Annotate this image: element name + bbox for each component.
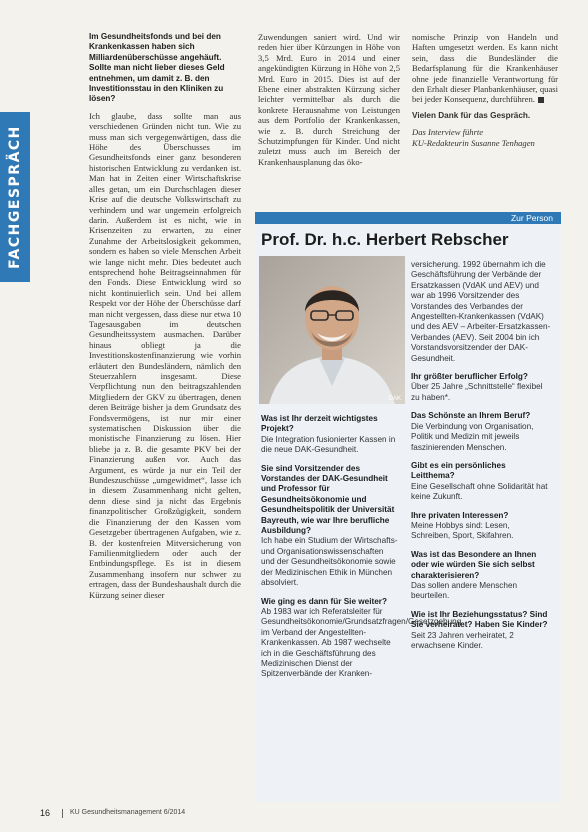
profile-question: Das Schönste an Ihrem Beruf?: [411, 411, 531, 421]
profile-question: Ihre privaten Interessen?: [411, 510, 509, 520]
closing-thanks: Vielen Dank für das Gespräch.: [412, 110, 531, 120]
profile-question: Was ist das Besondere an Ihnen oder wie würden Sie sich selbst charakterisieren?: [411, 549, 537, 580]
profile-question: Sie sind Vorsitzender des Vorstandes der DAK-Gesundheit und Professor für Gesundheitsökonomie und Gesundheitspolitik der Universität Bayreuth, wie war Ihre berufliche Ausbildung?: [261, 463, 395, 536]
profile-question: Gibt es ein persönliches Leitthema?: [411, 460, 506, 481]
profile-answer: Das sollen andere Menschen beurteilen.: [411, 580, 518, 601]
profile-answer: Meine Hobbys sind: Lesen, Schreiben, Sport, Skifahren.: [411, 520, 514, 541]
interview-question: Im Gesundheitsfonds und bei den Krankenkassen haben sich Milliardenüberschüsse angehäuft. Sollte man nicht lieber dieses Geld entnehmen, um damit z. B. den Investitionsstau in den Kliniken zu lösen?: [89, 32, 225, 104]
portrait-illustration: [259, 256, 405, 404]
profile-answer: Ab 1983 war ich Referatsleiter für Gesundheitsökonomie/Grundsatzfragen/Gesetzgebung im Verband der Angestellten-Krankenkassen. Ab 1987 wechselte ich in die Geschäftsführung des Medizinischen Dienst der Spitzenverbände der Kranken-: [261, 606, 462, 679]
portrait-photo: [259, 256, 405, 404]
article-column-3: [412, 32, 558, 148]
interviewer-credit-line-1: Das Interview führte: [412, 127, 484, 138]
profile-bio-continued: versicherung. 1992 übernahm ich die Geschäftsführung der Verbände der Ersatzkassen (VdAK und AEV) und war ab 1996 Vorsitzender des Vorstandes des Verbandes der Angestellten-Krankenkassen (VdAK) und des AEV – Arbeiter-Ersatzkassen-Verbandes (AEV). Seit 2004 bin ich Vorstandsvorsitzender der DAK-Gesundheit.: [411, 260, 551, 363]
profile-question: Ihr größter beruflicher Erfolg?: [411, 372, 528, 382]
end-mark-icon: [538, 97, 544, 103]
footer-divider: [62, 809, 63, 818]
section-tab: [0, 112, 30, 282]
profile-question: Was ist Ihr derzeit wichtigstes Projekt?: [261, 414, 378, 434]
page-footer: [40, 808, 560, 822]
page-number: 16: [40, 808, 51, 818]
article-column-2: [258, 32, 400, 173]
profile-answer: Die Integration fusionierter Kassen in die neue DAK-Gesundheit.: [261, 434, 396, 455]
profile-answer: Seit 23 Jahren verheiratet, 2 erwachsene Kinder.: [411, 630, 514, 650]
article-column-1: [89, 32, 241, 606]
profile-question: Wie ist Ihr Beziehungsstatus? Sind Sie verheiratet? Haben Sie Kinder?: [411, 609, 548, 630]
profile-name: Prof. Dr. h.c. Herbert Rebscher: [261, 230, 509, 249]
photo-credit: DAK: [388, 396, 401, 402]
profile-box-label: Zur Person: [510, 213, 553, 223]
profile-answer: Eine Gesellschaft ohne Solidarität hat keine Zukunft.: [411, 481, 548, 502]
section-tab-label: FACHGESPRÄCH: [7, 125, 23, 269]
profile-answer: Die Verbindung von Organisation, Politik und Medizin mit jeweils faszinierenden Menschen.: [411, 421, 534, 452]
profile-box-header: [255, 212, 561, 224]
profile-question: Wie ging es dann für Sie weiter?: [261, 596, 387, 606]
answer-text: nomische Prinzip von Handeln und Haften umgesetzt werden. Es kann nicht sein, dass die Bundesländer die Bedarfsplanung für die Krankenhäuser ohne jede finanzielle Verantwortung für den Erhalt dieser Planbankenhäuser, quasi bei jeder Konsequenz, durchführen.: [412, 32, 558, 105]
profile-answer: Ich habe ein Studium der Wirtschafts- und Organisationswissenschaften und der Gesundheitsökonomie sowie der Medizinischen Ethik in München absolviert.: [261, 536, 398, 588]
page-sidebar: [0, 0, 32, 832]
publication-name: KU Gesundheitsmanagement 6/2014: [70, 809, 186, 816]
profile-answer: Über 25 Jahre „Schnittstelle“ flexibel zu haben*.: [411, 382, 543, 402]
interview-answer-continued: Zuwendungen saniert wird. Und wir reden hier über Kürzungen in Höhe von 3,5 Mrd. Euro in 2014 und einer angekündigten Kürzung in Höhe von 2,5 Mrd. Euro in 2015. Dies ist auf der Ebene einer abstrakten Kürzung sicher leichter vermittelbar als durch die konkrete Herausnahme von Leistungen aus dem Portfolio der Krankenkassen, wie z. B. durch Streichung der Schutzimpfungen für Kinder. Und nicht zuletzt muss auch im Bereich der Krankenhausplanung das öko-: [258, 32, 400, 167]
interview-answer: Ich glaube, dass sollte man aus verschiedenen Gründen nicht tun. Wie zu muss man sich vergegenwärtigen, dass die Höhe des Überschusses im Gesundheitsfonds einer ganz besonderen historischen Entwicklung zu verdanken ist. Man hat in Zeiten einer Wirtschaftskrise alles getan, um ein Durchschlagen dieser Krise auf die deutsche Volkswirtschaft zu verhindern und war ungemein erfolgreich darin. Außerdem ist es nicht, wie in Krisenzeiten zu erwarten, zu einer Zunahme der Arbeitslosigkeit gekommen, sondern es haben so viele Menschen Arbeit wie lange nicht mehr. Dies bedeutet auch entsprechend hohe Beitragseinnahmen für den Fonds. Diese Entwicklung wird so nicht kontinuierlich sein. Und bei allem Respekt vor der Höhe der Überschüsse darf man nicht vergessen, dass diese nur etwa 10 Tagesausgaben im deutschen Gesundheitssystem ausmachen. Darüber hinaus obliegt ja die Investitionskostenfinanzierung wie vorhin erläutert den Bundesländern, nämlich den Steuerzahlern insgesamt. Diese Verpflichtung nun den beitragszahlenden Mitgliedern der GKV zu übertragen, denen deren Beiträge bisher ja dem Grundsatz des Fondsvermögens, ist nur mir einer systematischen Diskussion über die monistische Finanzierung zu lösen. Hier bliebe ja z. B. die gesamte PKV bei der Finanzierung außen vor. Auch das Argument, es würde ja nur ein Teil der Bundeszuschüsse „umgewidmet“, lasse ich in diesem Zusammenhang nicht gelten, denn diese sind ja nicht das Ergebnis finanzpolitischer Großzügigkeit, sondern die Finanzierung der den Kassen vom Gesetzgeber übertragenen Aufgaben, wie z. B. der kostenfreien Mitversicherung von Familienmitgliedern oder auch der Entbindungspflege. Es ist in diesem Zusammenhang insofern nur schwer zu ertragen, dass der Bundeshaushalt durch die Kürzung seiner dieser: [89, 110, 241, 600]
interview-answer-continued: [412, 32, 558, 105]
profile-column-right: [411, 260, 551, 659]
interviewer-credit-line-2: KU-Redakteurin Susanne Tenhagen: [412, 137, 535, 148]
profile-box: [255, 212, 561, 802]
